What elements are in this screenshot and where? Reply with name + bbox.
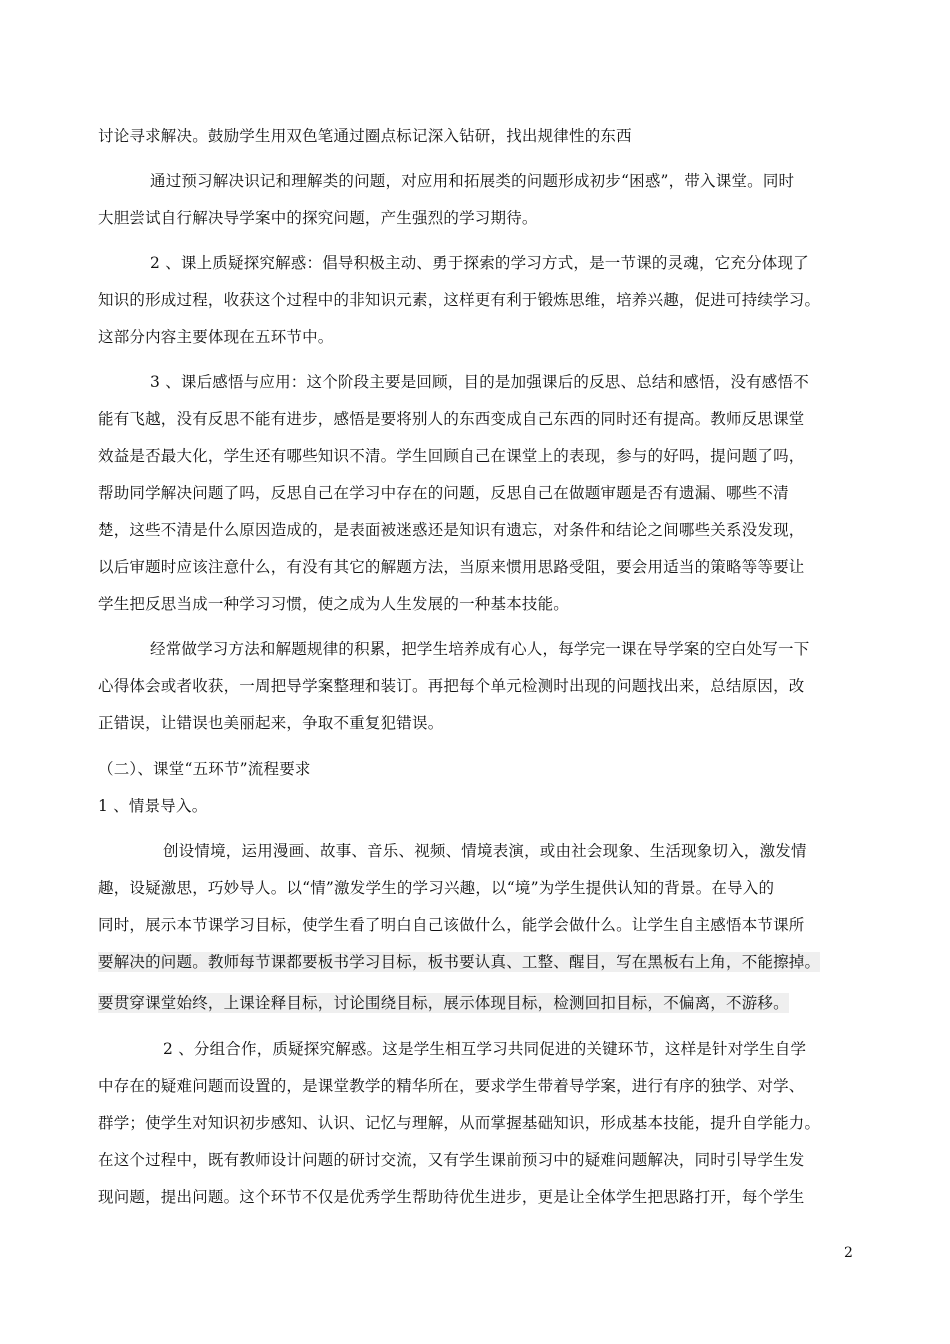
- text-line: 中存在的疑难问题而设置的，是课堂教学的精华所在，要求学生带着导学案，进行有序的独学、对学、: [98, 1077, 805, 1095]
- text-line: 楚，这些不清是什么原因造成的，是表面被迷惑还是知识有遗忘，对条件和结论之间哪些关系没发现，: [98, 521, 805, 539]
- text-line: 效益是否最大化，学生还有哪些知识不清。学生回顾自己在课堂上的表现，参与的好吗，提问题了吗，: [98, 447, 805, 465]
- text-line: 大胆尝试自行解决导学案中的探究问题，产生强烈的学习期待。: [98, 209, 538, 227]
- text-line: 心得体会或者收获，一周把导学案整理和装订。再把每个单元检测时出现的问题找出来，总结原因，改: [98, 677, 805, 695]
- text-line: 要解决的问题。教师每节课都要板书学习目标，板书要认真、工整、醒目，写在黑板右上角，不能擦掉。: [98, 953, 821, 971]
- text-line: 帮助同学解决问题了吗，反思自己在学习中存在的问题，反思自己在做题审题是否有遗漏、哪些不清: [98, 484, 789, 502]
- text-line: 要贯穿课堂始终，上课诠释目标，讨论围绕目标，展示体现目标，检测回扣目标，不偏离，不游移。: [98, 994, 789, 1012]
- text-line: 能有飞越，没有反思不能有进步，感悟是要将别人的东西变成自己东西的同时还有提高。教师反思课堂: [98, 410, 805, 428]
- text-line: 创设情境，运用漫画、故事、音乐、视频、情境表演，或由社会现象、生活现象切入，激发情: [163, 842, 807, 860]
- text-line: 通过预习解决识记和理解类的问题，对应用和拓展类的问题形成初步“困惑”，带入课堂。同时: [150, 172, 795, 190]
- text-line: 现问题，提出问题。这个环节不仅是优秀学生帮助待优生进步，更是让全体学生把思路打开，每个学生: [98, 1188, 805, 1206]
- text-line: 2 、分组合作，质疑探究解惑。这是学生相互学习共同促进的关键环节，这样是针对学生自学: [163, 1040, 807, 1058]
- text-line: 知识的形成过程，收获这个过程中的非知识元素，这样更有利于锻炼思维，培养兴趣，促进可持续学习。: [98, 291, 821, 309]
- text-line: 在这个过程中，既有教师设计问题的研讨交流，又有学生课前预习中的疑难问题解决，同时引导学生发: [98, 1151, 805, 1169]
- text-line: 经常做学习方法和解题规律的积累，把学生培养成有心人，每学完一课在导学案的空白处写一下: [150, 640, 810, 658]
- text-line: 学生把反思当成一种学习习惯，使之成为人生发展的一种基本技能。: [98, 595, 570, 613]
- text-line: 1 、情景导入。: [98, 797, 208, 815]
- text-line: 正错误，让错误也美丽起来，争取不重复犯错误。: [98, 714, 444, 732]
- text-line: （二）、课堂“五环节”流程要求: [98, 760, 311, 778]
- text-line: 2 、课上质疑探究解惑：倡导积极主动、勇于探索的学习方式，是一节课的灵魂，它充分体现了: [150, 254, 809, 272]
- text-line: 同时，展示本节课学习目标，使学生看了明白自己该做什么，能学会做什么。让学生自主感悟本节课所: [98, 916, 805, 934]
- text-line: 这部分内容主要体现在五环节中。: [98, 328, 334, 346]
- text-line: 讨论寻求解决。鼓励学生用双色笔通过圈点标记深入钻研，找出规律性的东西: [98, 127, 632, 145]
- text-line: 3 、课后感悟与应用：这个阶段主要是回顾，目的是加强课后的反思、总结和感悟，没有感悟不: [150, 373, 809, 391]
- text-line: 以后审题时应该注意什么，有没有其它的解题方法，当原来惯用思路受阻，要会用适当的策略等等要让: [98, 558, 805, 576]
- page-number: 2: [844, 1245, 853, 1261]
- text-line: 群学；使学生对知识初步感知、认识、记忆与理解，从而掌握基础知识，形成基本技能，提升自学能力。: [98, 1114, 821, 1132]
- text-line: 趣，设疑激思，巧妙导人。以“情”激发学生的学习兴趣，以“境”为学生提供认知的背景。在导入的: [98, 879, 775, 897]
